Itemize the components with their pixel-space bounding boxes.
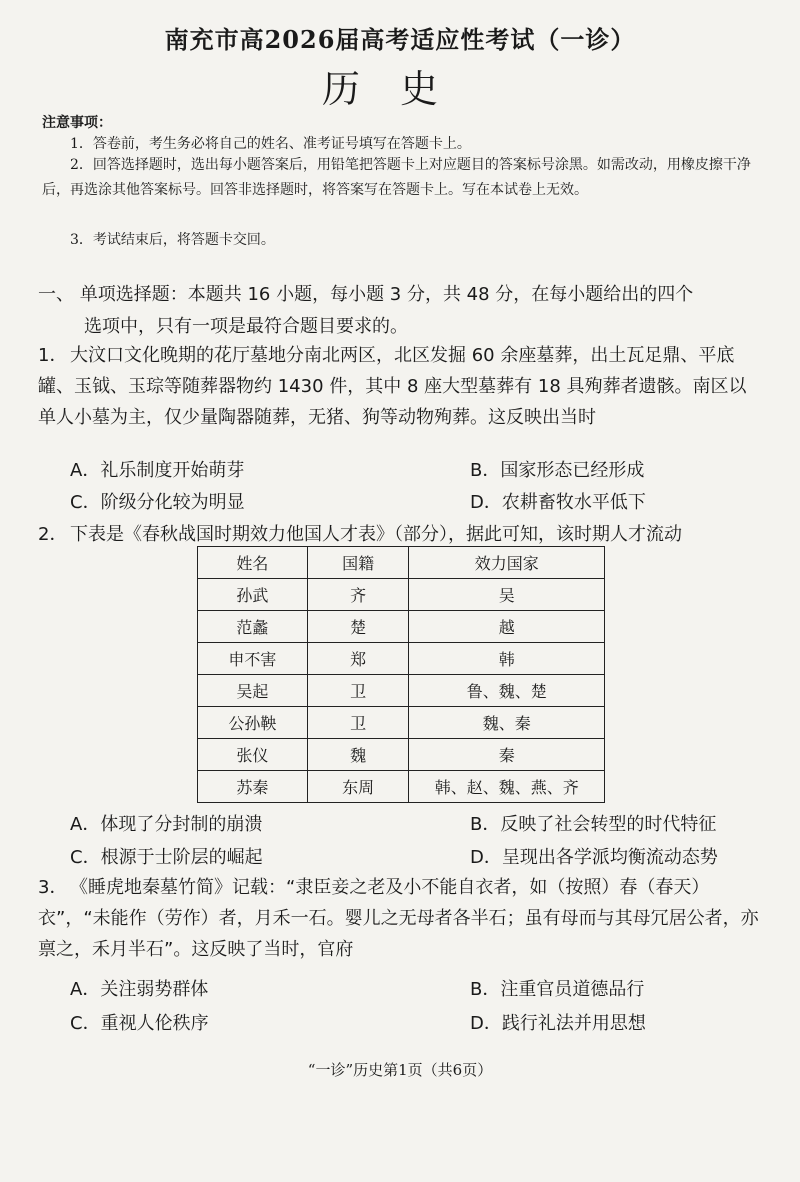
table-cell: 吴起: [198, 675, 308, 707]
table-cell: 楚: [307, 611, 409, 643]
question-number: 1．: [38, 345, 68, 366]
option-a: A．体现了分封制的崩溃: [70, 814, 263, 835]
notice-heading: 注意事项：: [42, 115, 112, 131]
question-stem: 下表是《春秋战国时期效力他国人才表》（部分），据此可知，该时期人才流动: [70, 524, 682, 545]
option-d: D．践行礼法并用思想: [470, 1013, 646, 1034]
table-cell: 齐: [307, 579, 409, 611]
table-cell: 卫: [307, 675, 409, 707]
table-cell: 韩、赵、魏、燕、齐: [409, 771, 605, 803]
talent-table: [197, 546, 605, 803]
question-1: [38, 340, 760, 433]
option-b: B．国家形态已经形成: [470, 460, 645, 481]
section-heading-line2: 选项中，只有一项是最符合题目要求的。: [84, 316, 408, 337]
option-c: C．根源于士阶层的崛起: [70, 847, 263, 868]
question-number: 3．: [38, 877, 68, 898]
notice-item: 2．回答选择题时，选出每小题答案后，用铅笔把答题卡上对应题目的答案标号涂黑。如需改动，用橡皮擦干净后，再选涂其他答案标号。回答非选择题时，将答案写在答题卡上。写在本试卷上无效。: [42, 157, 751, 198]
table-row: [198, 675, 605, 707]
option-c: C．重视人伦秩序: [70, 1013, 209, 1034]
option-b: B．反映了社会转型的时代特征: [470, 814, 717, 835]
option-d: D．农耕畜牧水平低下: [470, 492, 646, 513]
table-cell: 魏、秦: [409, 707, 605, 739]
table-cell: 东周: [307, 771, 409, 803]
table-cell: 鲁、魏、楚: [409, 675, 605, 707]
notice-item: 3．考试结束后，将答题卡交回。: [70, 232, 275, 248]
section-heading: [38, 279, 760, 343]
question-stem: 大汶口文化晚期的花厅墓地分南北两区，北区发掘 60 余座墓葬，出土瓦足鼎、平底罐、玉钺、玉琮等随葬器物约 1430 件，其中 8 座大型墓葬有 18 具殉葬者遗骸。南区以单人小墓为主，仅少量陶器随葬，无猪、狗等动物殉葬。这反映出当时: [38, 345, 747, 428]
table-header-row: [198, 547, 605, 579]
exam-title: 南充市高2026届高考适应性考试（一诊）: [164, 25, 636, 54]
page-footer: “一诊”历史第1页（共6页）: [307, 1061, 493, 1079]
table-cell: 越: [409, 611, 605, 643]
table-cell: 张仪: [198, 739, 308, 771]
table-cell: 范蠡: [198, 611, 308, 643]
table-cell: 苏秦: [198, 771, 308, 803]
table-row: [198, 739, 605, 771]
table-cell: 秦: [409, 739, 605, 771]
table-cell: 韩: [409, 643, 605, 675]
table-cell: 吴: [409, 579, 605, 611]
question-3: [38, 872, 760, 965]
table-header: 效力国家: [409, 547, 605, 579]
section-heading-line1: 一、 单项选择题：本题共 16 小题，每小题 3 分，共 48 分，在每小题给出的四个: [38, 284, 694, 305]
table-cell: 孙武: [198, 579, 308, 611]
table-cell: 郑: [307, 643, 409, 675]
table-header: 国籍: [307, 547, 409, 579]
table-cell: 魏: [307, 739, 409, 771]
option-c: C．阶级分化较为明显: [70, 492, 245, 513]
table-row: [198, 707, 605, 739]
option-b: B．注重官员道德品行: [470, 979, 645, 1000]
table-row: [198, 643, 605, 675]
option-d: D．呈现出各学派均衡流动态势: [470, 847, 718, 868]
table-cell: 公孙鞅: [198, 707, 308, 739]
table-row: [198, 771, 605, 803]
option-a: A．关注弱势群体: [70, 979, 209, 1000]
table-row: [198, 611, 605, 643]
question-stem: 《睡虎地秦墓竹简》记载：“隶臣妾之老及小不能自衣者，如（按照）春（春天）衣”，“未能作（劳作）者，月禾一石。婴儿之无母者各半石；虽有母而与其母冗居公者，亦禀之，禾月半石”。这反映了当时，官府: [38, 877, 759, 960]
subject-title: 历史: [321, 67, 478, 111]
question-number: 2．: [38, 524, 68, 545]
table-cell: 卫: [307, 707, 409, 739]
table-header: 姓名: [198, 547, 308, 579]
table-cell: 申不害: [198, 643, 308, 675]
table-row: [198, 579, 605, 611]
notice-item: 1．答卷前，考生务必将自己的姓名、准考证号填写在答题卡上。: [70, 136, 471, 152]
option-a: A．礼乐制度开始萌芽: [70, 460, 245, 481]
